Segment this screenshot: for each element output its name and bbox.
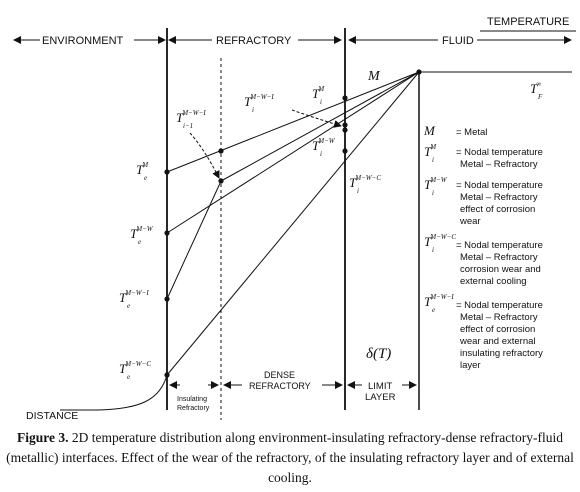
temperature-axis-label: TEMPERATURE	[487, 16, 570, 28]
dense-refractory-label-2: REFRACTORY	[249, 381, 311, 391]
node-fluid	[416, 69, 421, 74]
legend-item4-line5: insulating refractory	[460, 348, 543, 359]
legend-item4-line1: = Nodal temperature	[456, 300, 543, 311]
environment-label: ENVIRONMENT	[42, 35, 124, 47]
label-Te-MWI-sub: e	[127, 302, 131, 310]
label-Ti-M: TM	[312, 85, 325, 101]
legend-item3-line3: corrosion wear and	[460, 264, 541, 275]
legend-item3-symbol: TM−W−C	[424, 233, 457, 249]
annotation-arrow-Ti1	[190, 133, 219, 178]
node-Ti-MWI	[342, 122, 347, 127]
legend-item3-line2: Metal – Refractory	[460, 252, 538, 263]
label-Ti-M-sub: i	[320, 98, 322, 106]
legend-item3-line1: = Nodal temperature	[456, 240, 543, 251]
legend-item2-line1: = Nodal temperature	[456, 180, 543, 191]
label-Te-MWC: TM−W−C	[119, 360, 152, 376]
legend-item2-sub: i	[432, 189, 434, 197]
node-Ti-MWC	[342, 148, 347, 153]
label-Te-MWI: TM−W−I	[119, 289, 149, 305]
figure-caption	[0, 428, 580, 488]
node-Ti-MW	[342, 127, 347, 132]
legend-item4-symbol: TM−W−I	[424, 293, 454, 309]
label-Ti-MWI: TM−W−I	[244, 93, 274, 109]
label-delta-T: δ(T)	[366, 346, 392, 362]
legend-metal-symbol: M	[424, 123, 435, 138]
legend-item4-line6: layer	[460, 360, 481, 371]
legend-item2-line3: effect of corrosion	[460, 204, 536, 215]
label-TF-sub: F	[538, 93, 543, 101]
limit-layer-label-2: LAYER	[365, 392, 396, 403]
legend-item1-sub: i	[432, 156, 434, 164]
legend-item2-line4: wear	[460, 216, 481, 227]
insulating-refractory-label-1: Insulating	[177, 396, 207, 403]
fluid-label: FLUID	[442, 35, 474, 47]
insulating-refractory-label-2: Refractory	[177, 405, 210, 412]
node-Ti1-MWI	[218, 178, 223, 183]
legend-item1-line2: Metal – Refractory	[460, 159, 538, 170]
node-Ti1-MWI-upper	[218, 148, 223, 153]
label-Ti-MW: TM−W	[312, 137, 335, 153]
node-Te-MWC	[164, 372, 169, 377]
label-metal-M: M	[368, 69, 380, 84]
label-Te-MWC-sub: e	[127, 373, 131, 381]
label-Ti-MWC: TM−W−C	[349, 174, 382, 190]
node-Te-MW	[164, 230, 169, 235]
dense-refractory-label-1: DENSE	[264, 370, 296, 380]
legend-item4-line2: Metal – Refractory	[460, 312, 538, 323]
label-Ti-MW-sub: i	[320, 150, 322, 158]
distance-label: DISTANCE	[26, 410, 79, 422]
label-Te-MW-sub: e	[138, 238, 142, 246]
figure-caption-label: Figure 3.	[17, 430, 69, 445]
profile-line-metal	[167, 72, 419, 172]
profile-line-wear	[167, 72, 419, 233]
node-Te-MWI	[164, 296, 169, 301]
profile-line-insulating	[167, 181, 221, 299]
label-TF: T∞	[530, 80, 542, 96]
label-Ti1-MWI-sub: i−1	[183, 122, 194, 130]
legend-item3-sub: i	[432, 246, 434, 254]
label-Te-MW: TM−W	[130, 225, 153, 241]
figure-caption-text: 2D temperature distribution along environment-insulating refractory-dense refractory-fluid (metallic) interfaces. Effect of the wear of the refractory, of the insulating refractory layer and of external cooling.	[6, 430, 574, 485]
profile-line-cooling	[167, 72, 419, 375]
legend-item4-sub: e	[432, 306, 436, 314]
node-Ti-M	[342, 95, 347, 100]
legend-item2-symbol: TM−W	[424, 176, 447, 192]
label-Ti-MWI-sub: i	[252, 106, 254, 114]
legend-item4-line3: effect of corrosion	[460, 324, 536, 335]
legend-item1-symbol: TM	[424, 143, 437, 159]
label-Ti1-MWI: TM−W−I	[176, 109, 206, 125]
label-Ti-MWC-sub: i	[357, 187, 359, 195]
limit-layer-label-1: LIMIT	[368, 381, 393, 392]
refractory-label: REFRACTORY	[216, 35, 292, 47]
label-Te-M-sub: e	[144, 174, 148, 182]
legend-item4-line4: wear and external	[460, 336, 536, 347]
legend-metal-desc: = Metal	[456, 127, 488, 138]
node-Te-M	[164, 169, 169, 174]
legend-item3-line4: external cooling	[460, 276, 527, 287]
legend-item1-line1: = Nodal temperature	[456, 147, 543, 158]
label-Te-M: TM	[136, 161, 149, 177]
legend-item2-line2: Metal – Refractory	[460, 192, 538, 203]
legend	[423, 123, 543, 371]
